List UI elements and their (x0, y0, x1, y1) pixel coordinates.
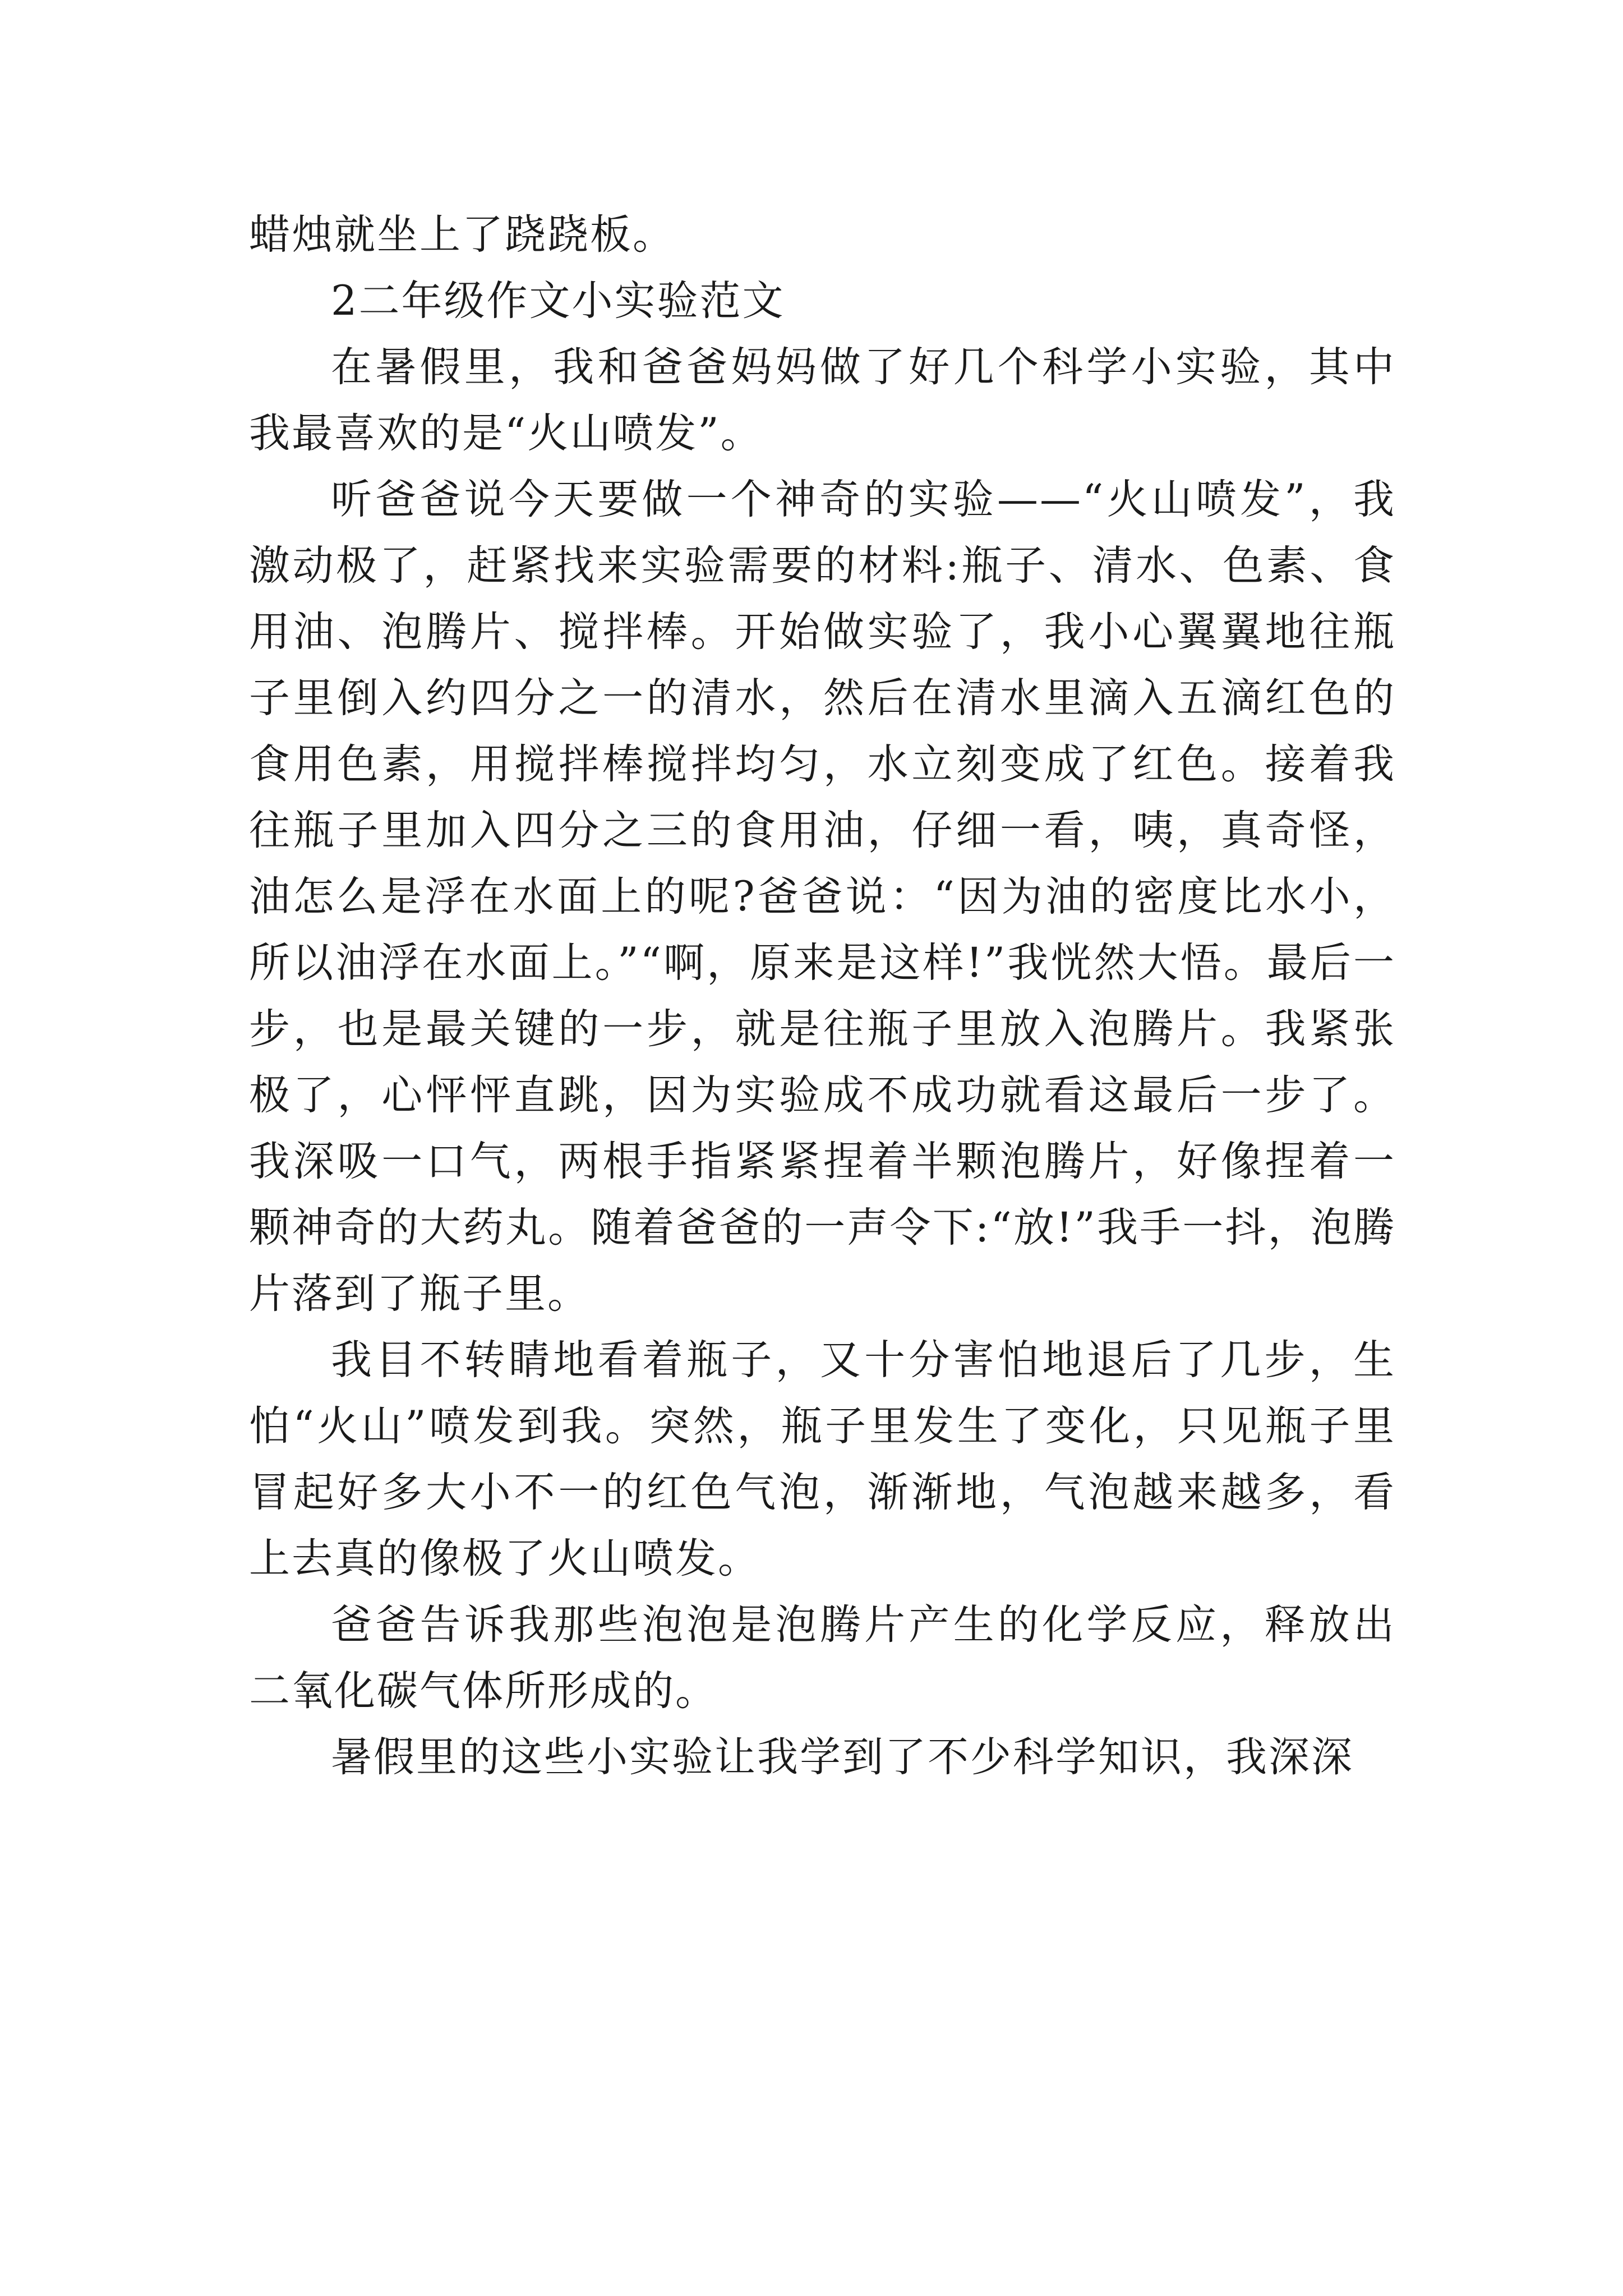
paragraph-conclusion: 暑假里的这些小实验让我学到了不少科学知识，我深深 (331, 1733, 1354, 1781)
paragraph-continuation: 蜡烛就坐上了跷跷板。 (249, 211, 675, 259)
paragraph-experiment: 听爸爸说今天要做一个神奇的实验——“火山喷发”，我激动极了，赶紧找来实验需要的材料:瓶子、清水、色素、食用油、泡腾片、搅拌棒。开始做实验了，我小心翼翼地往瓶子里倒入约四分之一的清水，然后在清水里滴入五滴红色的食用色素，用搅拌棒搅拌均匀，水立刻变成了红色。接着我往瓶子里加入四分之三的食用油，仔细一看，咦，真奇怪，油怎么是浮在水面上的呢?爸爸说：“因为油的密度比水小，所以油浮在水面上。”“啊，原来是这样!”我恍然大悟。最后一步，也是最关键的一步，就是往瓶子里放入泡腾片。我紧张极了，心怦怦直跳，因为实验成不成功就看这最后一步了。我深吸一口气，两根手指紧紧捏着半颗泡腾片，好像捏着一颗神奇的大药丸。随着爸爸的一声令下:“放!”我手一抖，泡腾片落到了瓶子里。 (249, 476, 1396, 1318)
paragraph-intro: 在暑假里，我和爸爸妈妈做了好几个科学小实验，其中我最喜欢的是“火山喷发”。 (249, 343, 1396, 457)
essay-body (249, 202, 1396, 1791)
essay-heading: 2二年级作文小实验范文 (331, 277, 785, 325)
paragraph-explanation: 爸爸告诉我那些泡泡是泡腾片产生的化学反应，释放出二氧化碳气体所形成的。 (249, 1601, 1396, 1715)
paragraph-eruption: 我目不转睛地看着瓶子，又十分害怕地退后了几步，生怕“火山”喷发到我。突然，瓶子里发生了变化，只见瓶子里冒起好多大小不一的红色气泡，渐渐地，气泡越来越多，看上去真的像极了火山喷发。 (249, 1336, 1396, 1582)
